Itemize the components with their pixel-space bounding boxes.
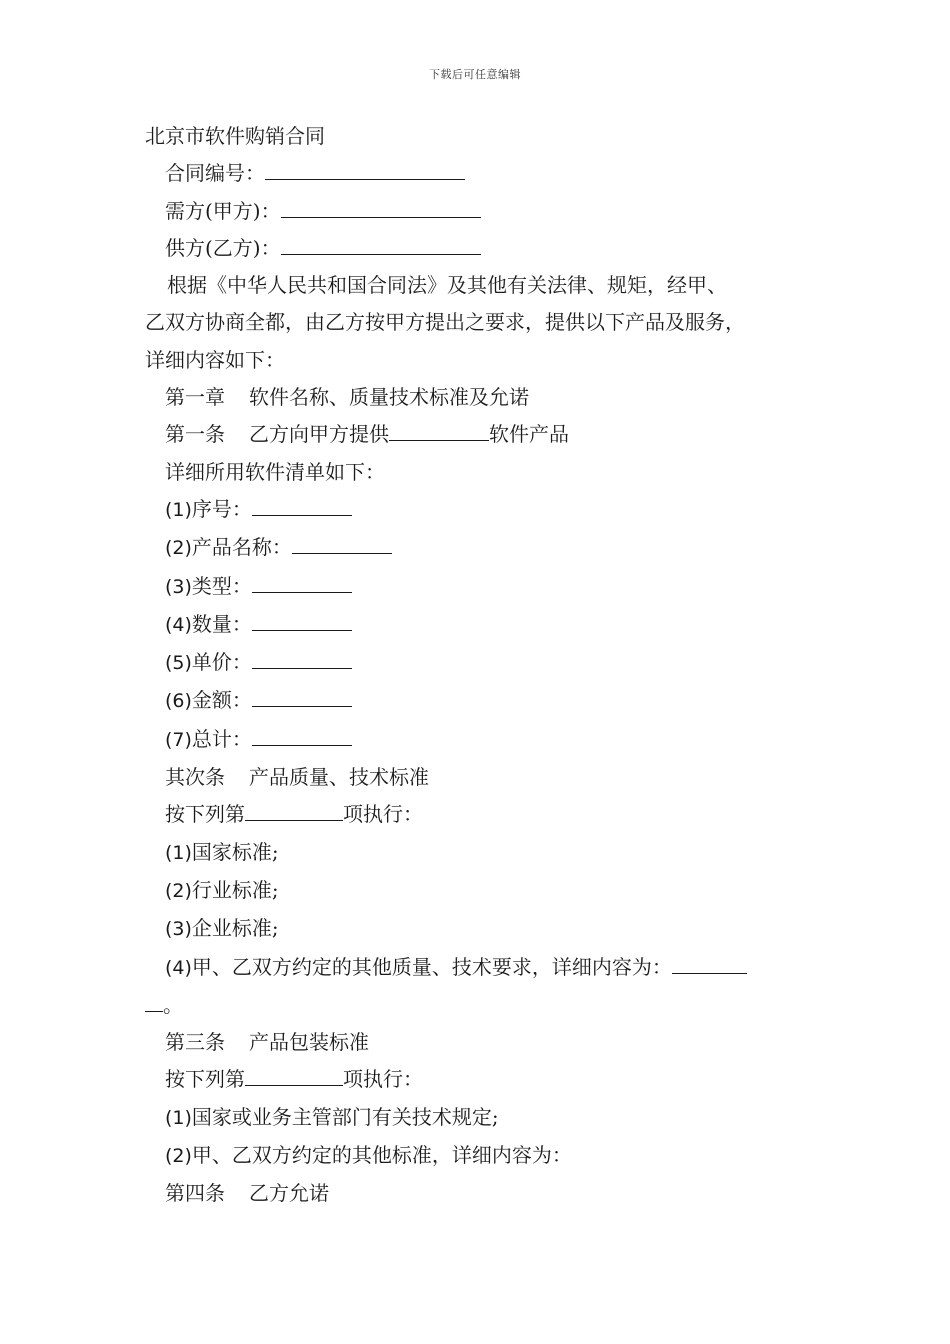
article-4-title: 乙方允诺 [249, 1181, 329, 1206]
article-2-exec-text: 按下列第 [165, 802, 245, 827]
article-3-exec-text: 按下列第 [165, 1067, 245, 1092]
buyer-line [145, 193, 825, 230]
chapter-1-title: 软件名称、质量技术标准及允诺 [249, 385, 529, 410]
contract-number-blank [265, 157, 465, 180]
list-item [145, 606, 825, 644]
article-4-heading [145, 1175, 825, 1212]
option-prefix: (4) [165, 956, 192, 979]
option-4-end: 。 [163, 992, 183, 1017]
article-3-heading [145, 1024, 825, 1061]
list-item [145, 1137, 825, 1175]
item-prefix: (4) [165, 613, 192, 636]
item-prefix: (1) [165, 498, 192, 521]
article-1-number: 第一条 [165, 422, 225, 447]
software-list-intro: 详细所用软件清单如下： [165, 459, 385, 484]
option-prefix: (1) [165, 841, 192, 864]
list-item [145, 872, 825, 910]
article-3-title: 产品包装标准 [249, 1030, 369, 1055]
list-item [145, 721, 825, 759]
list-item [145, 529, 825, 567]
item-label: 类型： [191, 573, 252, 598]
list-item [145, 644, 825, 682]
article-3-exec-blank [245, 1063, 343, 1086]
article-3-exec-text-end: 项执行： [343, 1067, 423, 1092]
item-label: 总计： [191, 726, 252, 751]
list-item [145, 949, 825, 987]
item-blank [252, 684, 352, 707]
article-4-number: 第四条 [165, 1181, 225, 1206]
article-1-blank [389, 418, 489, 441]
item-prefix: (3) [165, 575, 192, 598]
chapter-1-number: 第一章 [165, 385, 225, 410]
article-2-exec-blank [245, 798, 343, 821]
option-text: 企业标准; [191, 916, 279, 941]
option-4-continuation [145, 987, 825, 1024]
list-item [145, 568, 825, 606]
article-1-text: 乙方向甲方提供 [249, 422, 389, 447]
article-2-exec-text-end: 项执行： [343, 802, 423, 827]
option-text: 甲、乙双方约定的其他标准，详细内容为： [191, 1143, 572, 1168]
option-prefix: (1) [165, 1106, 192, 1129]
chapter-1-heading [145, 379, 825, 416]
buyer-blank [281, 195, 481, 218]
article-2-number: 其次条 [165, 765, 225, 790]
article-2-title: 产品质量、技术标准 [249, 765, 429, 790]
item-blank [252, 608, 352, 631]
item-prefix: (5) [165, 652, 192, 675]
item-label: 数量： [191, 611, 252, 636]
buyer-label: 需方(甲方)： [165, 198, 281, 223]
item-blank [252, 493, 352, 516]
item-label: 金额： [191, 688, 252, 713]
option-4-blank [672, 951, 747, 974]
article-2-exec [145, 796, 825, 833]
article-3-exec [145, 1061, 825, 1098]
seller-blank [281, 232, 481, 255]
intro-line-3: 详细内容如下： [145, 347, 285, 372]
article-1-text-end: 软件产品 [489, 422, 569, 447]
item-blank [252, 570, 352, 593]
seller-label: 供方(乙方)： [165, 235, 281, 260]
option-prefix: (2) [165, 879, 192, 902]
document-body [145, 118, 825, 1213]
list-item [145, 491, 825, 529]
option-text: 国家或业务主管部门有关技术规定; [191, 1104, 499, 1129]
item-blank [252, 646, 352, 669]
article-3-number: 第三条 [165, 1030, 225, 1055]
intro-line-2: 乙双方协商全都，由乙方按甲方提出之要求，提供以下产品及服务， [145, 310, 745, 335]
list-item [145, 1099, 825, 1137]
seller-line [145, 230, 825, 267]
option-prefix: (2) [165, 1145, 192, 1168]
article-1 [145, 416, 825, 453]
contract-number-line [145, 155, 825, 192]
article-2-heading [145, 759, 825, 796]
list-item [145, 910, 825, 948]
contract-number-label: 合同编号： [165, 161, 265, 186]
item-blank [292, 531, 392, 554]
option-text: 行业标准; [191, 877, 279, 902]
intro-line-1: 根据《中华人民共和国合同法》及其他有关法律、规矩，经甲、 [167, 273, 727, 298]
page-header: 下载后可任意编辑 [429, 68, 521, 81]
item-blank [252, 723, 352, 746]
item-label: 序号： [191, 496, 252, 521]
item-label: 产品名称： [191, 535, 292, 560]
item-prefix: (6) [165, 690, 192, 713]
document-title: 北京市软件购销合同 [145, 124, 325, 148]
item-prefix: (2) [165, 537, 192, 560]
list-item [145, 834, 825, 872]
option-4-blank-end [145, 989, 163, 1012]
option-prefix: (3) [165, 918, 192, 941]
option-text: 甲、乙双方约定的其他质量、技术要求，详细内容为： [191, 954, 672, 979]
item-label: 单价： [191, 650, 252, 675]
option-text: 国家标准; [191, 839, 279, 864]
list-item [145, 682, 825, 720]
item-prefix: (7) [165, 728, 192, 751]
